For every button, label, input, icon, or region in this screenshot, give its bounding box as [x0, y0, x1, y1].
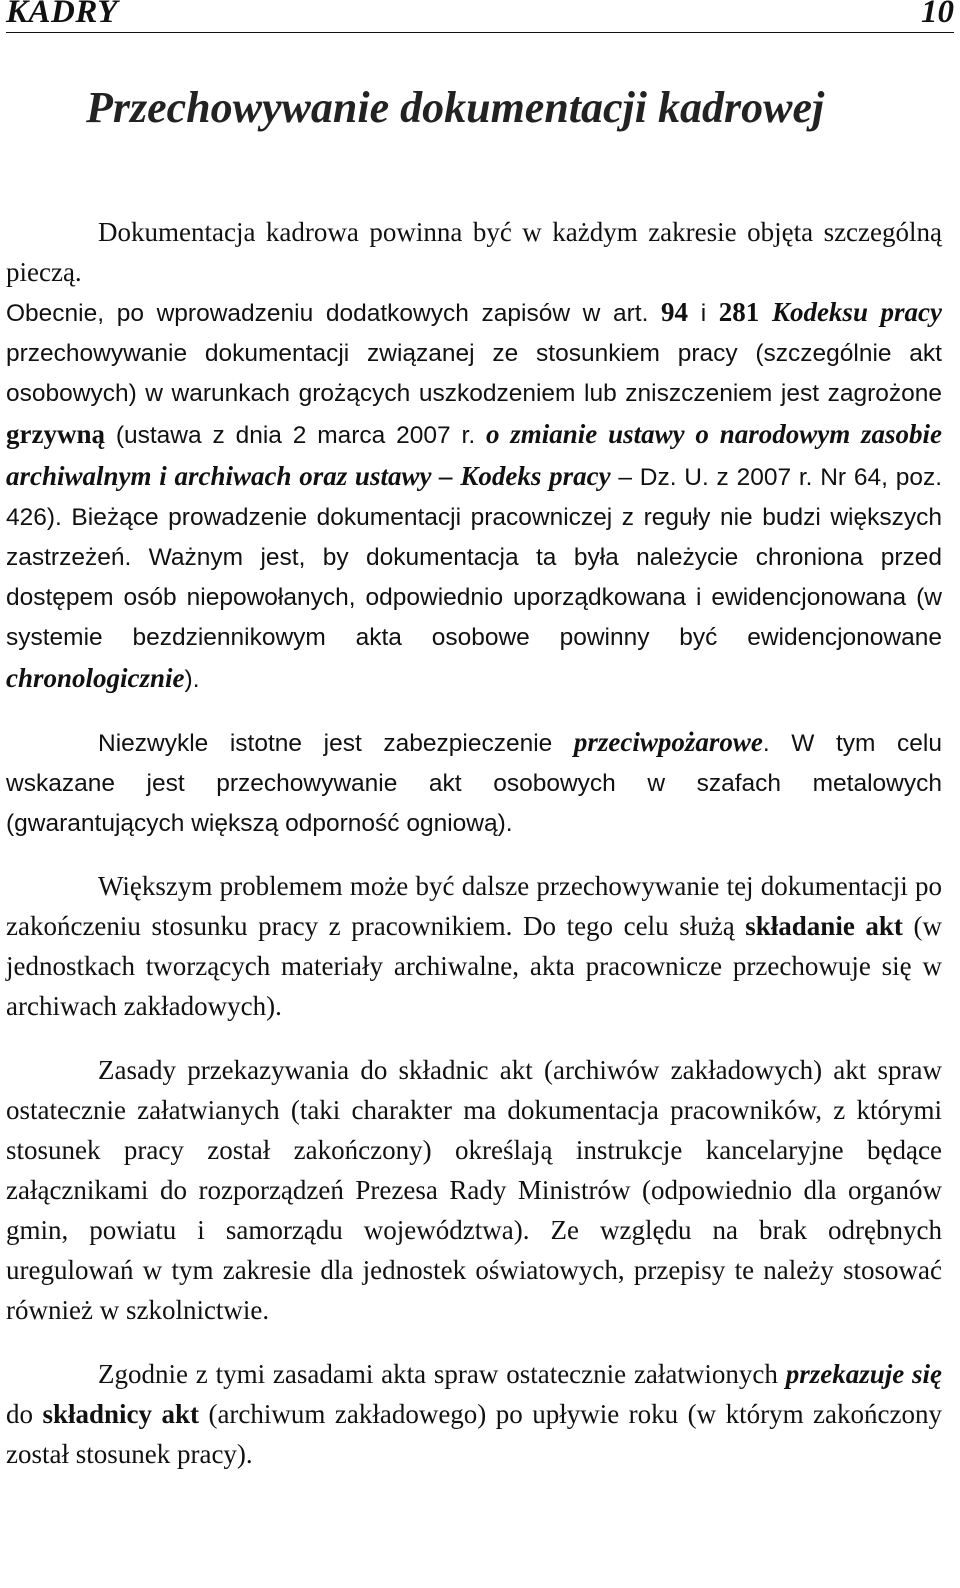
text-run: Zgodnie z tymi zasadami akta spraw ostatecznie załatwionych [98, 1359, 786, 1389]
text-run [759, 300, 772, 327]
text-run: Większym problemem może być dalsze przechowywanie tej dokumentacji po zakończeniu stosunku pracy z pracownikiem. Do tego celu służą [6, 871, 942, 941]
text-run: (w jednostkach tworzących materiały archiwalne, akta pracownicze przechowuje się w archiwach zakładowych). [6, 911, 942, 1021]
text-run: – Dz. U. z 2007 r. Nr 64, poz. 426). Bieżące prowadzenie dokumentacji pracowniczej z reguły nie budzi większych zastrzeżeń. Ważnym jest, by dokumentacja ta była należycie chroniona przed dostępem osób niepowołanych, odpowiednio uporządkowana i ewidencjonowana (w systemie bezdziennikowym akta osobowe powinny być ewidencjonowane [6, 464, 943, 651]
transfer-term: przekazuje się [785, 1359, 943, 1389]
code-name: Kodeksu pracy [771, 297, 943, 327]
chronological-term: chronologicznie [6, 663, 185, 693]
paragraph-transfer-timing [6, 1354, 942, 1474]
text-run: . W tym celu wskazane jest przechowywanie akt osobowych w szafach metalowych (gwarantujących większą odporność ogniową). [6, 730, 942, 837]
paragraph-intro: Dokumentacja kadrowa powinna być w każdym zakresie objęta szczególną pieczą. [6, 217, 942, 287]
text-run: przechowywanie dokumentacji związanej ze stosunkiem pracy (szczególnie akt osobowych) w warunkach grożących uszkodzeniem lub zniszczeniem jest zagrożone [6, 340, 942, 407]
text-run: do [6, 1399, 43, 1429]
article-number: 281 [718, 297, 760, 327]
text-run: (archiwum zakładowego) po upływie roku (w którym zakończony został stosunek pracy). [6, 1399, 942, 1469]
records-office-term: składnicy akt [42, 1399, 199, 1429]
text-run: i [688, 300, 719, 327]
act-title: o zmianie ustawy o narodowym zasobie archiwalnym i archiwach oraz ustawy – Kodeks pracy [6, 419, 943, 491]
fire-term: przeciwpożarowe [573, 727, 763, 757]
records-storage-term: składanie akt [745, 911, 903, 941]
text-run: Niezwykle istotne jest zabezpieczenie [98, 730, 574, 757]
page-number: 10 [921, 0, 954, 30]
header-section-title: KADRY [6, 0, 118, 30]
fine-term: grzywną [6, 419, 105, 449]
paragraph-fire-safety [6, 722, 942, 844]
article-number: 94 [661, 297, 689, 327]
paragraph-archiving [6, 866, 942, 1026]
paragraph-transfer-rules: Zasady przekazywania do składnic akt (archiwów zakładowych) akt spraw ostatecznie załatwianych (taki charakter ma dokumentacja pracowników, z którymi stosunek pracy został zakończony) określają instrukcje kancelaryjne będące załącznikami do rozporządzeń Prezesa Rady Ministrów (odpowiednio dla organów gmin, powiatu i samorządu województwa). Ze względu na brak odrębnych uregulowań w tym zakresie dla jednostek oświatowych, przepisy te należy stosować również w szkolnictwie. [6, 1055, 942, 1325]
text-run: ). [184, 666, 200, 693]
paragraph-regulations [6, 292, 942, 700]
text-run: Obecnie, po wprowadzeniu dodatkowych zapisów w art. [6, 300, 662, 327]
page-header [6, 0, 954, 33]
text-run: (ustawa z dnia 2 marca 2007 r. [104, 422, 486, 449]
body-text [6, 212, 942, 1474]
page-title: Przechowywanie dokumentacji kadrowej [86, 83, 825, 132]
